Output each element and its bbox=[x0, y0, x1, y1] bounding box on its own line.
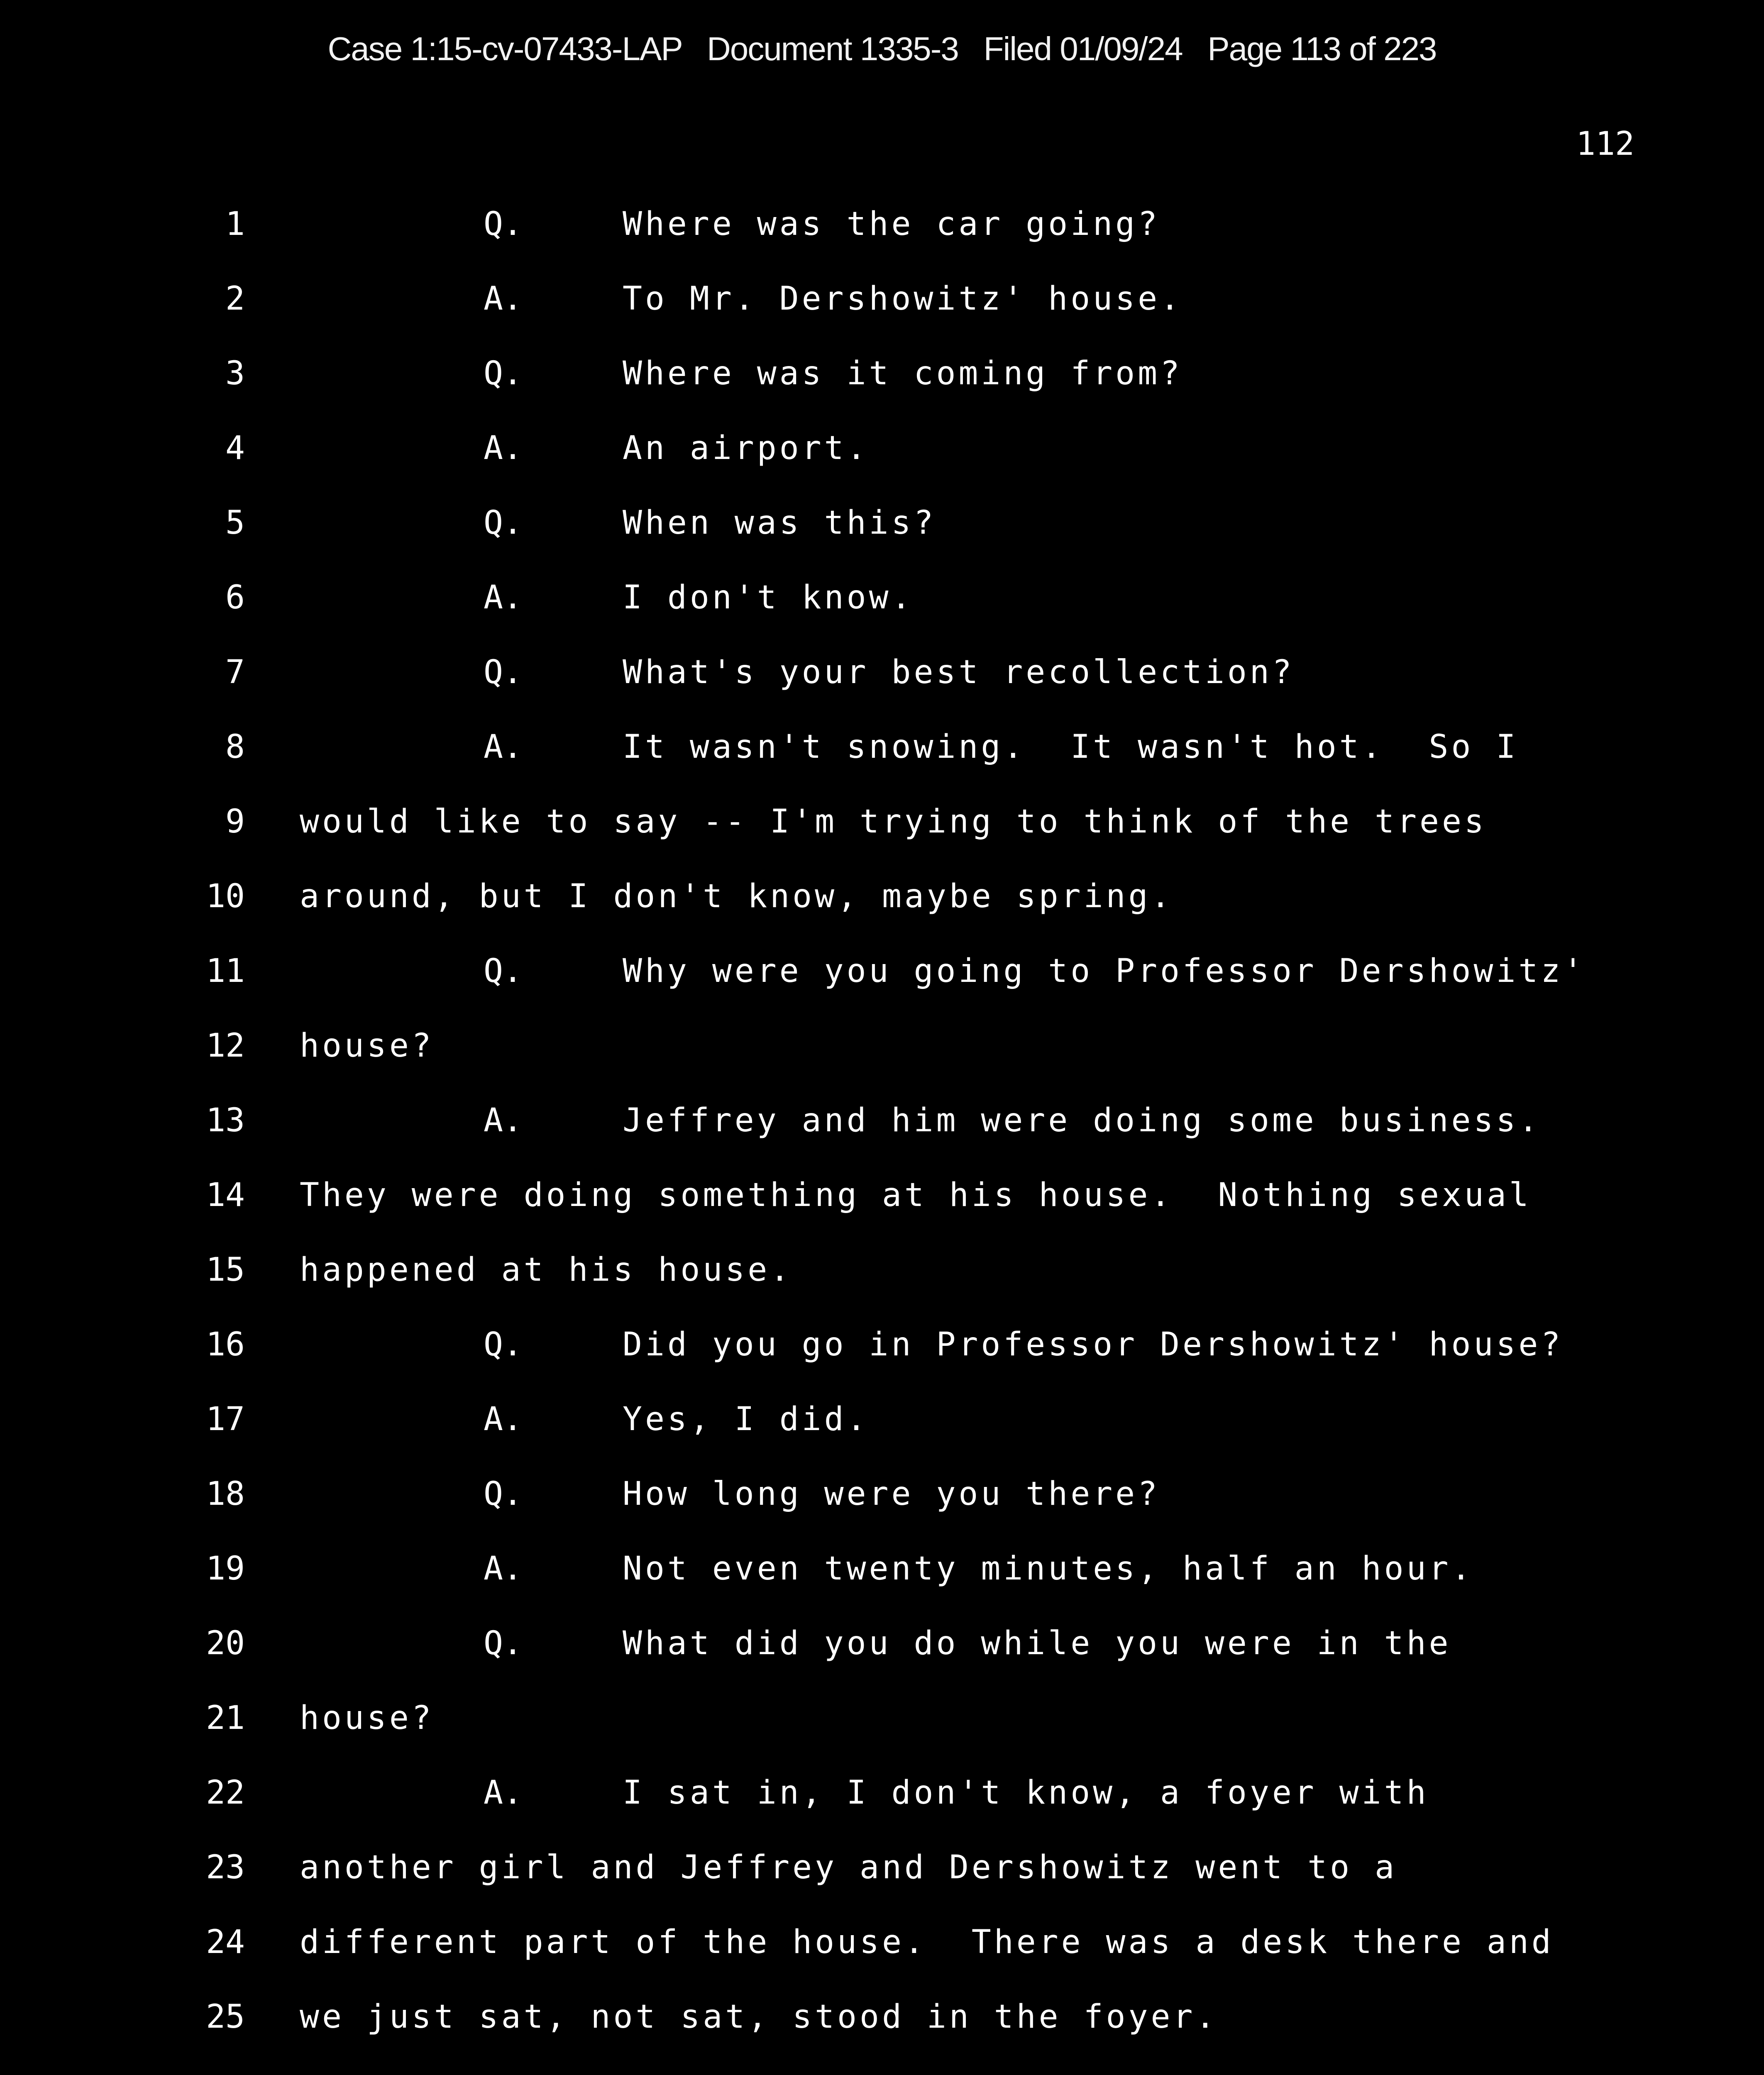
line-number: 14 bbox=[206, 1177, 245, 1214]
line-number: 15 bbox=[206, 1251, 245, 1289]
line-text: How long were you there? bbox=[623, 1475, 1161, 1513]
line-number: 10 bbox=[206, 878, 245, 915]
line-text: Not even twenty minutes, half an hour. bbox=[623, 1550, 1474, 1587]
speaker-label: A. bbox=[484, 1774, 523, 1811]
line-text: would like to say -- I'm trying to think of the trees bbox=[300, 803, 1487, 840]
line-text: They were doing something at his house. Nothing sexual bbox=[300, 1177, 1532, 1214]
transcript-line bbox=[0, 1774, 1764, 1824]
transcript-line bbox=[0, 1326, 1764, 1376]
transcript-line bbox=[0, 1177, 1764, 1226]
line-number: 3 bbox=[225, 355, 245, 392]
line-number: 6 bbox=[225, 579, 245, 616]
line-number: 7 bbox=[225, 654, 245, 691]
speaker-label: Q. bbox=[484, 1625, 523, 1662]
line-text: happened at his house. bbox=[300, 1251, 793, 1289]
line-number: 23 bbox=[206, 1849, 245, 1886]
line-number: 19 bbox=[206, 1550, 245, 1587]
speaker-label: Q. bbox=[484, 504, 523, 542]
line-number: 1 bbox=[225, 205, 245, 243]
case-header: Case 1:15-cv-07433-LAP Document 1335-3 Filed 01/09/24 Page 113 of 223 bbox=[327, 30, 1437, 67]
line-text: An airport. bbox=[623, 430, 869, 467]
line-number: 25 bbox=[206, 1998, 245, 2036]
line-text: Where was it coming from? bbox=[623, 355, 1183, 392]
transcript-line bbox=[0, 1625, 1764, 1675]
transcript-line bbox=[0, 952, 1764, 1002]
line-text: another girl and Jeffrey and Dershowitz went to a bbox=[300, 1849, 1398, 1886]
transcript-line bbox=[0, 579, 1764, 629]
line-text: Yes, I did. bbox=[623, 1401, 869, 1438]
page-number: 112 bbox=[1576, 125, 1635, 163]
speaker-label: A. bbox=[484, 728, 523, 766]
line-number: 21 bbox=[206, 1699, 245, 1737]
line-number: 5 bbox=[225, 504, 245, 542]
speaker-label: A. bbox=[484, 1401, 523, 1438]
line-text: house? bbox=[300, 1699, 434, 1737]
line-text: To Mr. Dershowitz' house. bbox=[623, 280, 1183, 317]
speaker-label: A. bbox=[484, 430, 523, 467]
transcript-line bbox=[0, 654, 1764, 703]
speaker-label: A. bbox=[484, 1550, 523, 1587]
line-number: 16 bbox=[206, 1326, 245, 1363]
line-number: 4 bbox=[225, 430, 245, 467]
transcript-line bbox=[0, 1251, 1764, 1301]
line-number: 20 bbox=[206, 1625, 245, 1662]
transcript-line bbox=[0, 1924, 1764, 1973]
speaker-label: Q. bbox=[484, 355, 523, 392]
line-number: 12 bbox=[206, 1027, 245, 1064]
line-number: 2 bbox=[225, 280, 245, 317]
line-text: different part of the house. There was a desk there and bbox=[300, 1924, 1554, 1961]
line-number: 13 bbox=[206, 1102, 245, 1139]
line-number: 8 bbox=[225, 728, 245, 766]
line-text: What did you do while you were in the bbox=[623, 1625, 1451, 1662]
transcript-line bbox=[0, 205, 1764, 255]
speaker-label: Q. bbox=[484, 654, 523, 691]
speaker-label: Q. bbox=[484, 952, 523, 990]
line-text: When was this? bbox=[623, 504, 936, 542]
line-text: around, but I don't know, maybe spring. bbox=[300, 878, 1173, 915]
line-number: 18 bbox=[206, 1475, 245, 1513]
transcript-line bbox=[0, 1998, 1764, 2048]
line-text: we just sat, not sat, stood in the foyer. bbox=[300, 1998, 1218, 2036]
speaker-label: Q. bbox=[484, 1326, 523, 1363]
speaker-label: A. bbox=[484, 280, 523, 317]
transcript-line bbox=[0, 1401, 1764, 1450]
speaker-label: Q. bbox=[484, 1475, 523, 1513]
line-text: I sat in, I don't know, a foyer with bbox=[623, 1774, 1429, 1811]
transcript-line bbox=[0, 504, 1764, 554]
line-number: 22 bbox=[206, 1774, 245, 1811]
speaker-label: A. bbox=[484, 1102, 523, 1139]
transcript-line bbox=[0, 1849, 1764, 1899]
transcript-line bbox=[0, 430, 1764, 479]
speaker-label: Q. bbox=[484, 205, 523, 243]
line-number: 17 bbox=[206, 1401, 245, 1438]
transcript-line bbox=[0, 280, 1764, 330]
line-number: 11 bbox=[206, 952, 245, 990]
transcript-line bbox=[0, 1475, 1764, 1525]
line-text: What's your best recollection? bbox=[623, 654, 1295, 691]
transcript-line bbox=[0, 355, 1764, 405]
speaker-label: A. bbox=[484, 579, 523, 616]
line-number: 9 bbox=[225, 803, 245, 840]
transcript-line bbox=[0, 1699, 1764, 1749]
line-text: Jeffrey and him were doing some business. bbox=[623, 1102, 1541, 1139]
line-text: Did you go in Professor Dershowitz' house? bbox=[623, 1326, 1564, 1363]
line-text: It wasn't snowing. It wasn't hot. So I bbox=[623, 728, 1519, 766]
transcript-line bbox=[0, 728, 1764, 778]
transcript-line bbox=[0, 1550, 1764, 1600]
transcript-line bbox=[0, 878, 1764, 928]
line-text: Why were you going to Professor Dershowitz' bbox=[623, 952, 1586, 990]
line-text: Where was the car going? bbox=[623, 205, 1161, 243]
transcript-line bbox=[0, 1027, 1764, 1077]
transcript-line bbox=[0, 1102, 1764, 1152]
line-number: 24 bbox=[206, 1924, 245, 1961]
line-text: house? bbox=[300, 1027, 434, 1064]
transcript-line bbox=[0, 803, 1764, 853]
line-text: I don't know. bbox=[623, 579, 914, 616]
